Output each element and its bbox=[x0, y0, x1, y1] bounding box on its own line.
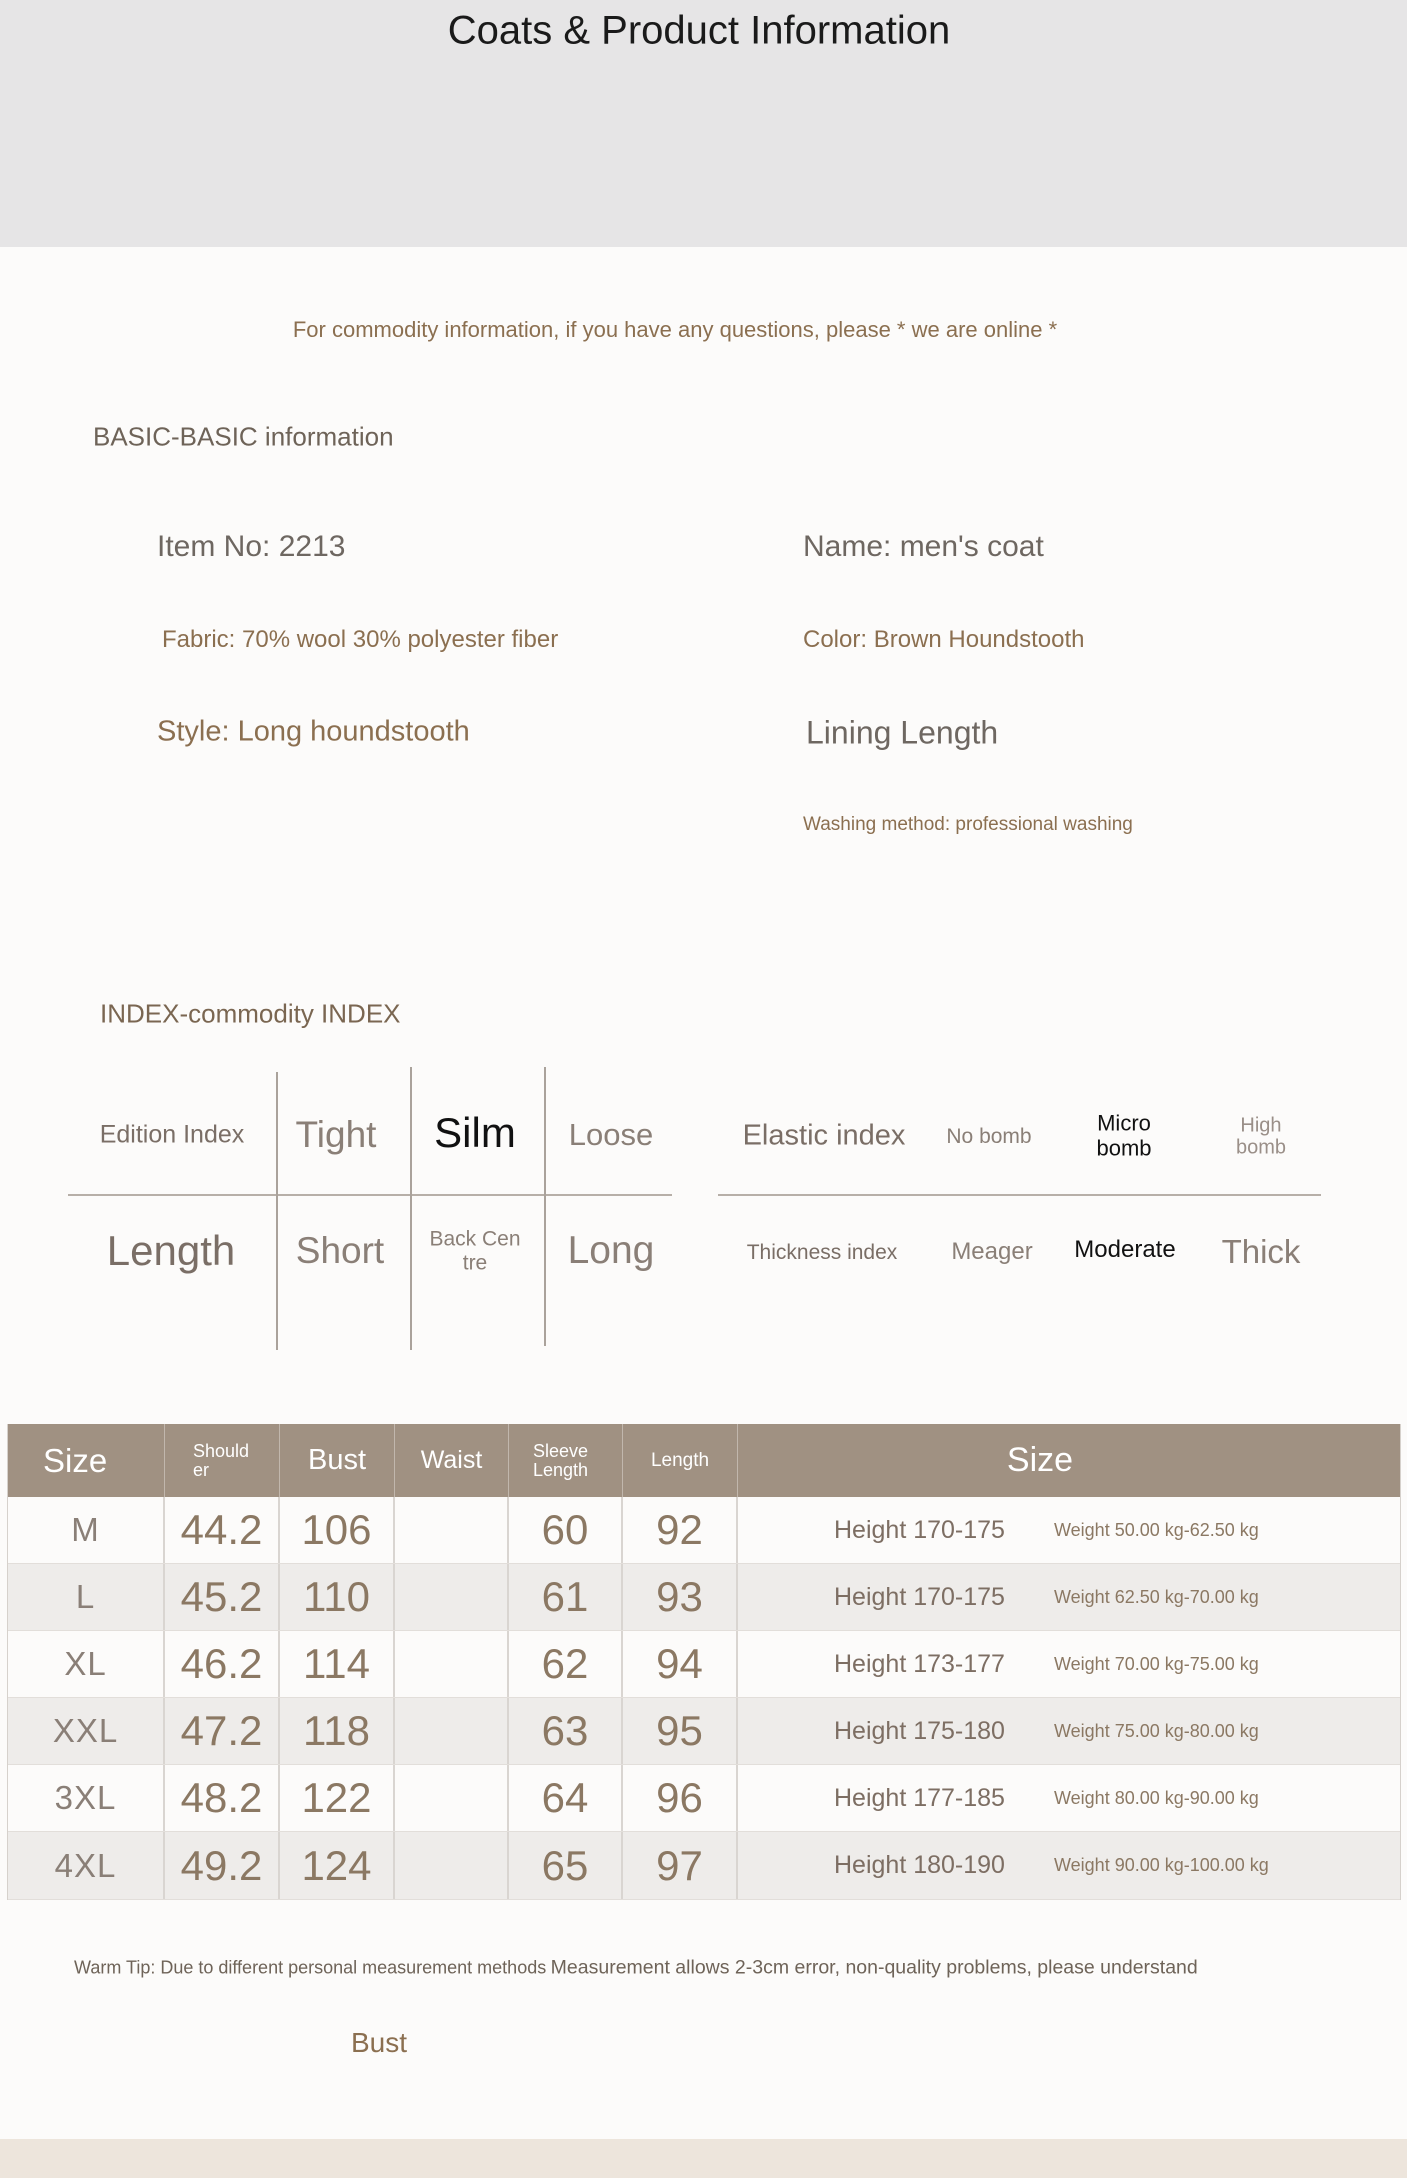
size-cell: 4XL bbox=[8, 1832, 165, 1899]
shoulder-cell: 46.2 bbox=[165, 1631, 280, 1697]
weight-range: Weight 62.50 kg-70.00 kg bbox=[1054, 1586, 1259, 1607]
sleeve-length-cell: 65 bbox=[509, 1832, 623, 1899]
shoulder-cell: 47.2 bbox=[165, 1698, 280, 1764]
length-cell: 95 bbox=[623, 1698, 738, 1764]
bust-cell: 114 bbox=[280, 1631, 395, 1697]
product-name: Name: men's coat bbox=[803, 530, 1044, 563]
index-column-line bbox=[276, 1072, 278, 1350]
size-cell: XXL bbox=[8, 1698, 165, 1764]
edition-option-silm: Silm bbox=[434, 1109, 516, 1156]
bust-cell: 118 bbox=[280, 1698, 395, 1764]
index-column-line bbox=[410, 1067, 412, 1350]
bottom-band bbox=[0, 2139, 1407, 2178]
bust-cell: 106 bbox=[280, 1497, 395, 1563]
sleeve-length-cell: 61 bbox=[509, 1564, 623, 1630]
fit-cell bbox=[738, 1631, 1400, 1697]
fit-cell bbox=[738, 1765, 1400, 1831]
weight-range: Weight 80.00 kg-90.00 kg bbox=[1054, 1787, 1259, 1808]
length-index-label: Length bbox=[106, 1227, 236, 1274]
height-range: Height 180-190 bbox=[834, 1851, 1005, 1879]
index-column-line bbox=[544, 1067, 546, 1346]
length-cell: 93 bbox=[623, 1564, 738, 1630]
size-row bbox=[8, 1497, 1400, 1564]
thickness-option-meager: Meager bbox=[951, 1238, 1033, 1265]
online-notice: For commodity information, if you have any questions, please * we are online * bbox=[292, 317, 1058, 342]
elastic-index-label: Elastic index bbox=[742, 1119, 906, 1152]
edition-option-loose: Loose bbox=[568, 1117, 654, 1152]
bust-cell: 110 bbox=[280, 1564, 395, 1630]
fit-cell bbox=[738, 1497, 1400, 1563]
size-row bbox=[8, 1832, 1400, 1900]
edition-option-tight: Tight bbox=[295, 1114, 377, 1155]
index-heading: INDEX-commodity INDEX bbox=[100, 998, 401, 1029]
size-cell: M bbox=[8, 1497, 165, 1563]
waist-cell bbox=[395, 1832, 509, 1899]
waist-cell bbox=[395, 1497, 509, 1563]
sleeve-length-cell: 63 bbox=[509, 1698, 623, 1764]
index-divider-right bbox=[718, 1194, 1321, 1196]
bust-cell: 124 bbox=[280, 1832, 395, 1899]
header-size: Size bbox=[8, 1424, 165, 1497]
color-info: Color: Brown Houndstooth bbox=[803, 626, 1085, 653]
page-title: Coats & Product Information bbox=[447, 8, 951, 53]
length-cell: 97 bbox=[623, 1832, 738, 1899]
thickness-option-thick: Thick bbox=[1221, 1233, 1301, 1270]
header-shoulder-cell bbox=[165, 1424, 280, 1497]
length-option-short: Short bbox=[295, 1230, 385, 1271]
thickness-option-moderate: Moderate bbox=[1074, 1236, 1176, 1263]
size-row bbox=[8, 1631, 1400, 1698]
waist-cell bbox=[395, 1698, 509, 1764]
length-cell: 92 bbox=[623, 1497, 738, 1563]
header-length: Length bbox=[623, 1424, 738, 1497]
washing-info: Washing method: professional washing bbox=[803, 814, 1133, 835]
elastic-option-high-bomb: High bomb bbox=[1235, 1114, 1287, 1159]
sleeve-length-cell: 62 bbox=[509, 1631, 623, 1697]
lining-info: Lining Length bbox=[806, 714, 999, 751]
item-number: Item No: 2213 bbox=[157, 530, 346, 563]
header-waist: Waist bbox=[395, 1424, 509, 1497]
header-sleeve-cell bbox=[509, 1424, 623, 1497]
shoulder-cell: 48.2 bbox=[165, 1765, 280, 1831]
header-sleeve-length: Sleeve Length bbox=[533, 1440, 589, 1480]
sleeve-length-cell: 60 bbox=[509, 1497, 623, 1563]
warm-tip-part1: Warm Tip: Due to different personal measurement methods bbox=[74, 1957, 547, 1978]
style-info: Style: Long houndstooth bbox=[157, 715, 470, 748]
warm-tip bbox=[74, 1957, 1198, 1980]
height-range: Height 173-177 bbox=[834, 1649, 1005, 1678]
height-range: Height 175-180 bbox=[834, 1716, 1005, 1745]
index-divider-left bbox=[68, 1194, 672, 1196]
header-shoulder: Should er bbox=[193, 1440, 250, 1480]
bust-cell: 122 bbox=[280, 1765, 395, 1831]
height-range: Height 170-175 bbox=[834, 1582, 1005, 1611]
size-cell: L bbox=[8, 1564, 165, 1630]
length-option-back-centre: Back Cen tre bbox=[429, 1227, 521, 1274]
fit-cell bbox=[738, 1698, 1400, 1764]
fit-cell bbox=[738, 1564, 1400, 1630]
sleeve-length-cell: 64 bbox=[509, 1765, 623, 1831]
weight-range: Weight 70.00 kg-75.00 kg bbox=[1054, 1653, 1259, 1674]
waist-cell bbox=[395, 1765, 509, 1831]
thickness-index-label: Thickness index bbox=[746, 1241, 898, 1264]
height-range: Height 177-185 bbox=[834, 1783, 1005, 1812]
edition-index-label: Edition Index bbox=[99, 1120, 245, 1149]
length-cell: 94 bbox=[623, 1631, 738, 1697]
waist-cell bbox=[395, 1631, 509, 1697]
weight-range: Weight 50.00 kg-62.50 kg bbox=[1054, 1519, 1259, 1540]
shoulder-cell: 45.2 bbox=[165, 1564, 280, 1630]
size-cell: 3XL bbox=[8, 1765, 165, 1831]
weight-range: Weight 90.00 kg-100.00 kg bbox=[1054, 1855, 1269, 1875]
size-table-header bbox=[8, 1424, 1400, 1497]
size-row bbox=[8, 1765, 1400, 1832]
waist-cell bbox=[395, 1564, 509, 1630]
size-row bbox=[8, 1698, 1400, 1765]
size-cell: XL bbox=[8, 1631, 165, 1697]
header-bust: Bust bbox=[280, 1424, 395, 1497]
fit-cell bbox=[738, 1832, 1400, 1899]
shoulder-cell: 44.2 bbox=[165, 1497, 280, 1563]
size-row bbox=[8, 1564, 1400, 1631]
size-table bbox=[7, 1424, 1401, 1900]
elastic-option-micro-bomb: Micro bomb bbox=[1096, 1110, 1152, 1160]
bust-label: Bust bbox=[351, 2027, 408, 2058]
shoulder-cell: 49.2 bbox=[165, 1832, 280, 1899]
basic-info-heading: BASIC-BASIC information bbox=[93, 421, 394, 452]
height-range: Height 170-175 bbox=[834, 1515, 1005, 1544]
length-option-long: Long bbox=[567, 1229, 655, 1272]
warm-tip-part2: Measurement allows 2-3cm error, non-quality problems, please understand bbox=[550, 1956, 1198, 1979]
fabric-info: Fabric: 70% wool 30% polyester fiber bbox=[162, 626, 559, 653]
length-cell: 96 bbox=[623, 1765, 738, 1831]
header-size-fit: Size bbox=[1006, 1441, 1074, 1479]
elastic-option-no-bomb: No bomb bbox=[946, 1125, 1032, 1148]
weight-range: Weight 75.00 kg-80.00 kg bbox=[1054, 1720, 1259, 1741]
